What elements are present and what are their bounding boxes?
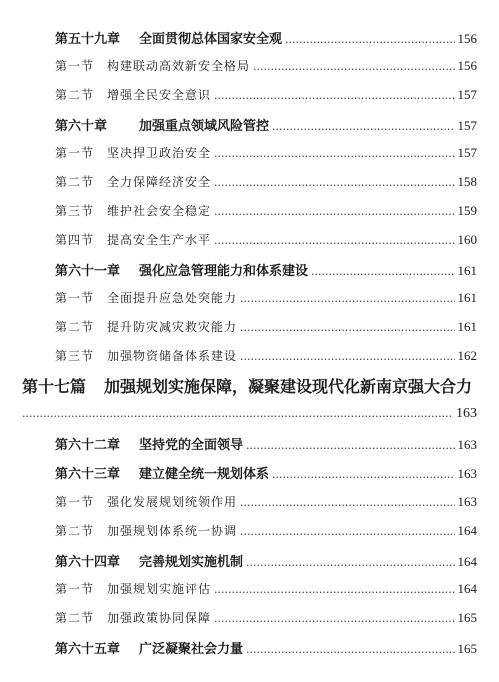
dot-leader (272, 467, 454, 482)
page-number: 163 (457, 494, 477, 509)
dot-leader (240, 524, 454, 538)
chapter-label: 第五十九章 (55, 32, 121, 47)
section-title: 提升防灾减灾救灾能力 (107, 320, 238, 334)
page-number: 157 (457, 145, 477, 160)
page-number: 156 (457, 31, 477, 46)
page-number: 160 (457, 232, 477, 247)
page-number: 157 (457, 87, 477, 102)
toc-section[interactable] (55, 318, 477, 335)
toc-chapter-63[interactable] (55, 463, 477, 482)
section-title: 加强物资储备体系建设 (107, 349, 238, 363)
dot-leader (246, 642, 454, 657)
toc-chapter-65[interactable] (55, 638, 477, 657)
toc-chapter-62[interactable] (55, 434, 477, 453)
chapter-label: 第六十四章 (55, 555, 121, 570)
toc-section[interactable] (55, 347, 477, 364)
section-label: 第四节 (55, 233, 95, 247)
page-number: 163 (457, 466, 477, 481)
toc-section[interactable] (55, 289, 477, 306)
dot-leader (240, 291, 454, 305)
chapter-label: 第六十一章 (55, 264, 121, 279)
page-number: 158 (457, 174, 477, 189)
page-number: 163 (457, 437, 477, 452)
dot-leader (246, 555, 454, 570)
section-label: 第一节 (55, 291, 95, 305)
section-label: 第三节 (55, 349, 95, 363)
section-label: 第二节 (55, 175, 95, 189)
dot-leader (240, 495, 454, 509)
dot-leader (214, 175, 454, 189)
page-number: 161 (457, 290, 477, 305)
part-title: 加强规划实施保障，凝聚建设现代化新南京强大合力 (104, 377, 473, 396)
section-label: 第二节 (55, 524, 95, 538)
dot-leader (214, 233, 454, 247)
chapter-title: 建立健全统一规划体系 (139, 467, 270, 482)
toc-section[interactable] (55, 522, 477, 539)
page-number: 157 (457, 118, 477, 133)
chapter-title: 坚持党的全面领导 (139, 438, 244, 453)
toc-chapter-60[interactable] (55, 115, 477, 134)
chapter-title: 广泛凝聚社会力量 (139, 642, 244, 657)
section-title: 提高安全生产水平 (107, 233, 212, 247)
toc-section[interactable] (55, 202, 477, 219)
section-title: 强化发展规划统领作用 (107, 495, 238, 509)
section-title: 构建联动高效新安全格局 (107, 59, 251, 73)
dot-leader (214, 611, 454, 625)
chapter-label: 第六十章 (55, 119, 108, 134)
toc-section[interactable] (55, 580, 477, 597)
toc-section[interactable] (55, 57, 477, 74)
chapter-title: 全面贯彻总体国家安全观 (139, 32, 283, 47)
section-label: 第一节 (55, 146, 95, 160)
dot-leader (22, 402, 453, 421)
page-number: 164 (457, 523, 477, 538)
toc-section[interactable] (55, 231, 477, 248)
page-number: 163 (456, 406, 477, 421)
dot-leader (214, 204, 454, 218)
toc-section[interactable] (55, 173, 477, 190)
chapter-label: 第六十三章 (55, 467, 121, 482)
page-number: 164 (457, 554, 477, 569)
dot-leader (214, 88, 454, 102)
chapter-label: 第六十二章 (55, 438, 121, 453)
dot-leader (311, 264, 454, 279)
page-number: 165 (457, 610, 477, 625)
section-title: 加强政策协同保障 (107, 611, 212, 625)
toc-section[interactable] (55, 144, 477, 161)
page-number: 165 (457, 641, 477, 656)
dot-leader (240, 320, 454, 334)
section-title: 全力保障经济安全 (107, 175, 212, 189)
dot-leader (214, 146, 454, 160)
page-number: 161 (457, 319, 477, 334)
dot-leader (240, 349, 454, 363)
section-title: 坚决捍卫政治安全 (107, 146, 212, 160)
dot-leader (272, 119, 454, 134)
toc-chapter-64[interactable] (55, 551, 477, 570)
part-leader-line (22, 402, 477, 422)
section-label: 第二节 (55, 611, 95, 625)
dot-leader (246, 438, 454, 453)
toc-chapter-59[interactable] (55, 28, 477, 47)
chapter-title: 完善规划实施机制 (139, 555, 244, 570)
section-label: 第三节 (55, 204, 95, 218)
page-number: 162 (457, 348, 477, 363)
section-title: 加强规划实施评估 (107, 582, 212, 596)
page-number: 156 (457, 58, 477, 73)
section-label: 第二节 (55, 320, 95, 334)
toc-section[interactable] (55, 609, 477, 626)
section-label: 第一节 (55, 582, 95, 596)
page-number: 159 (457, 203, 477, 218)
section-label: 第一节 (55, 495, 95, 509)
dot-leader (285, 32, 454, 47)
section-title: 维护社会安全稳定 (107, 204, 212, 218)
section-title: 全面提升应急处突能力 (107, 291, 238, 305)
chapter-title: 加强重点领域风险管控 (139, 119, 270, 134)
part-label: 第十七篇 (22, 377, 87, 396)
page-number: 161 (457, 263, 477, 278)
toc-section[interactable] (55, 493, 477, 510)
toc-part-17[interactable] (22, 374, 477, 397)
toc-chapter-61[interactable] (55, 260, 477, 279)
section-title: 加强规划体系统一协调 (107, 524, 238, 538)
page-number: 164 (457, 581, 477, 596)
section-title: 增强全民安全意识 (107, 88, 212, 102)
dot-leader (253, 59, 454, 73)
toc-section[interactable] (55, 86, 477, 103)
chapter-label: 第六十五章 (55, 642, 121, 657)
chapter-title: 强化应急管理能力和体系建设 (139, 264, 309, 279)
section-label: 第一节 (55, 59, 95, 73)
dot-leader (214, 582, 454, 596)
section-label: 第二节 (55, 88, 95, 102)
